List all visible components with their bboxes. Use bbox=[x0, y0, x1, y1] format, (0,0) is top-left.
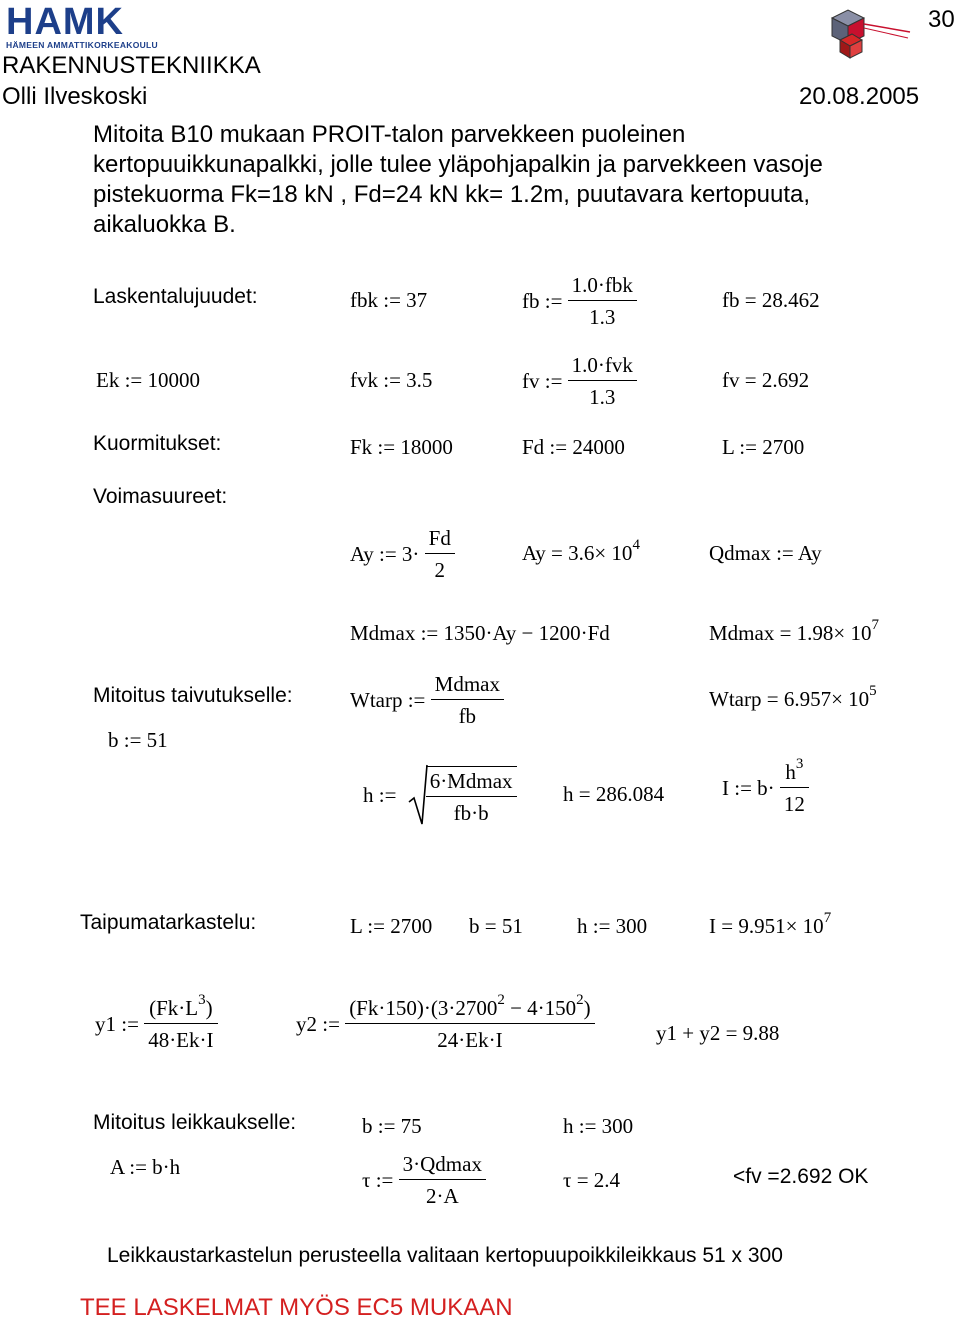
page-number: 30 bbox=[928, 6, 955, 33]
t-i-exp: 7 bbox=[823, 910, 832, 926]
y2-numerator bbox=[345, 992, 594, 1023]
label-voimasuureet: Voimasuureet: bbox=[93, 485, 228, 508]
intro-line: pistekuorma Fk=18 kN , Fd=24 kN kk= 1.2m, puutavara kertopuuta, bbox=[93, 181, 811, 208]
label-mitoitus-taivutus: Mitoitus taivutukselle: bbox=[93, 684, 293, 707]
leikkaus-conclusion: Leikkaustarkastelun perusteella valitaan kertopuupoikkileikkaus 51 x 300 bbox=[107, 1244, 783, 1267]
fb-lhs: fb := bbox=[522, 289, 563, 313]
logo-text: HAMK bbox=[6, 1, 124, 43]
wtarp-result bbox=[709, 683, 877, 712]
ay-denominator: 2 bbox=[425, 553, 455, 583]
b51-definition: b := 51 bbox=[108, 728, 168, 752]
h-lhs: h := bbox=[363, 782, 397, 807]
ay-fraction bbox=[425, 526, 455, 583]
b75-definition: b := 75 bbox=[362, 1114, 422, 1138]
tau-result: τ = 2.4 bbox=[563, 1168, 621, 1192]
fb-numerator: 1.0·fbk bbox=[571, 273, 633, 297]
h-fraction bbox=[426, 766, 517, 826]
y1-num-exp: 3 bbox=[198, 992, 206, 1008]
i-definition bbox=[722, 756, 809, 817]
fk-definition: Fk := 18000 bbox=[350, 435, 453, 459]
h-denominator: fb·b bbox=[426, 796, 517, 826]
t-i-base: I = 9.951× 10 bbox=[709, 914, 824, 938]
wtarp-numerator: Mdmax bbox=[434, 672, 500, 696]
label-kuormitukset: Kuormitukset: bbox=[93, 432, 222, 455]
y2-definition bbox=[296, 992, 595, 1053]
mdmax-definition: Mdmax := 1350·Ay − 1200·Fd bbox=[350, 621, 610, 645]
i-lhs: I := b· bbox=[722, 776, 775, 800]
y2-fraction bbox=[345, 992, 594, 1053]
fv-definition bbox=[522, 353, 637, 410]
tau-denominator: 2·A bbox=[399, 1179, 486, 1209]
author: Olli Ilveskoski bbox=[2, 83, 148, 110]
wtarp-denominator: fb bbox=[431, 699, 504, 729]
wtarp-lhs: Wtarp := bbox=[350, 688, 426, 712]
i-numerator-base: h bbox=[785, 760, 796, 784]
fv-fraction bbox=[568, 353, 637, 410]
tau-fraction bbox=[399, 1152, 486, 1209]
h300-definition: h := 300 bbox=[563, 1114, 634, 1138]
fv-result: fv = 2.692 bbox=[722, 368, 810, 392]
y1-numerator bbox=[144, 992, 217, 1023]
fv-numerator: 1.0·fvk bbox=[571, 353, 633, 377]
wtarp-definition bbox=[350, 672, 504, 729]
y1-lhs: y1 := bbox=[95, 1012, 139, 1036]
i-fraction bbox=[780, 756, 809, 817]
label-taipumatarkastelu: Taipumatarkastelu: bbox=[80, 911, 257, 934]
mdmax-result-base: Mdmax = 1.98× 10 bbox=[709, 621, 872, 645]
i-numerator bbox=[780, 756, 809, 787]
h-numerator: 6·Mdmax bbox=[429, 769, 513, 793]
fv-ok-note: <fv =2.692 OK bbox=[733, 1165, 869, 1188]
fv-lhs: fv := bbox=[522, 369, 563, 393]
mdmax-result-exp: 7 bbox=[871, 617, 880, 633]
date: 20.08.2005 bbox=[799, 83, 920, 110]
fbk-definition: fbk := 37 bbox=[350, 288, 428, 312]
intro-paragraph bbox=[93, 120, 823, 240]
tau-definition bbox=[362, 1152, 486, 1209]
ay-result bbox=[522, 537, 640, 566]
cube-logo-icon bbox=[818, 4, 914, 67]
t-l-definition: L := 2700 bbox=[350, 914, 433, 938]
fv-denominator: 1.3 bbox=[568, 380, 637, 410]
y1-definition bbox=[95, 992, 218, 1053]
y2-num-a: (Fk·150)·(3·2700 bbox=[349, 996, 498, 1020]
h-definition bbox=[363, 764, 517, 826]
y2-num-c: ) bbox=[583, 996, 591, 1020]
h-result: h = 286.084 bbox=[563, 782, 665, 806]
mdmax-result bbox=[709, 617, 880, 646]
y2-num-b: − 4·150 bbox=[504, 996, 577, 1020]
ay-definition bbox=[350, 526, 455, 583]
y-sum-result: y1 + y2 = 9.88 bbox=[656, 1021, 780, 1045]
y2-lhs: y2 := bbox=[296, 1012, 340, 1036]
y2-denominator: 24·Ek·I bbox=[345, 1023, 594, 1053]
ay-lhs: Ay := 3· bbox=[350, 542, 420, 566]
qdmax-definition: Qdmax := Ay bbox=[709, 541, 822, 565]
ec5-note: TEE LASKELMAT MYÖS EC5 MUKAAN bbox=[80, 1294, 513, 1321]
l-definition: L := 2700 bbox=[722, 435, 805, 459]
department: RAKENNUSTEKNIIKKA bbox=[2, 52, 261, 79]
y1-fraction bbox=[144, 992, 217, 1053]
fvk-definition: fvk := 3.5 bbox=[350, 368, 433, 392]
intro-line: Mitoita B10 mukaan PROIT-talon parvekkeen puoleinen bbox=[93, 121, 686, 148]
tau-lhs: τ := bbox=[362, 1168, 394, 1192]
a-definition: A := b·h bbox=[110, 1155, 181, 1179]
wtarp-result-base: Wtarp = 6.957× 10 bbox=[709, 687, 870, 711]
hamk-logo bbox=[6, 1, 158, 50]
i-denominator: 12 bbox=[780, 787, 809, 817]
fb-denominator: 1.3 bbox=[568, 300, 637, 330]
label-mitoitus-leikkaus: Mitoitus leikkaukselle: bbox=[93, 1111, 297, 1134]
logo-subtitle: HÄMEEN AMMATTIKORKEAKOULU bbox=[6, 40, 158, 50]
y2-num-exp1: 2 bbox=[497, 992, 505, 1008]
ay-result-base: Ay = 3.6× 10 bbox=[522, 541, 633, 565]
y1-num-open: (Fk·L bbox=[149, 996, 199, 1020]
fd-definition: Fd := 24000 bbox=[522, 435, 625, 459]
label-laskentalujuudet: Laskentalujuudet: bbox=[93, 285, 258, 308]
fb-fraction bbox=[568, 273, 637, 330]
intro-line: kertopuuikkunapalkki, jolle tulee yläpohjapalkin ja parvekkeen vasoje bbox=[93, 151, 823, 178]
ay-numerator: Fd bbox=[428, 526, 451, 550]
intro-line: aikaluokka B. bbox=[93, 211, 236, 238]
y1-denominator: 48·Ek·I bbox=[144, 1023, 217, 1053]
fb-definition bbox=[522, 273, 637, 330]
tau-numerator: 3·Qdmax bbox=[402, 1152, 482, 1176]
y1-num-close: ) bbox=[205, 996, 213, 1020]
t-b-value: b = 51 bbox=[469, 914, 523, 938]
t-h-definition: h := 300 bbox=[577, 914, 648, 938]
wtarp-fraction bbox=[431, 672, 504, 729]
sqrt-icon bbox=[408, 764, 428, 826]
y2-num-exp2: 2 bbox=[576, 992, 584, 1008]
wtarp-result-exp: 5 bbox=[869, 683, 877, 699]
t-i-result bbox=[709, 910, 832, 939]
i-numerator-exp: 3 bbox=[795, 756, 804, 772]
ek-definition: Ek := 10000 bbox=[96, 368, 201, 392]
fb-result: fb = 28.462 bbox=[722, 288, 820, 312]
ay-result-exp: 4 bbox=[632, 537, 640, 553]
